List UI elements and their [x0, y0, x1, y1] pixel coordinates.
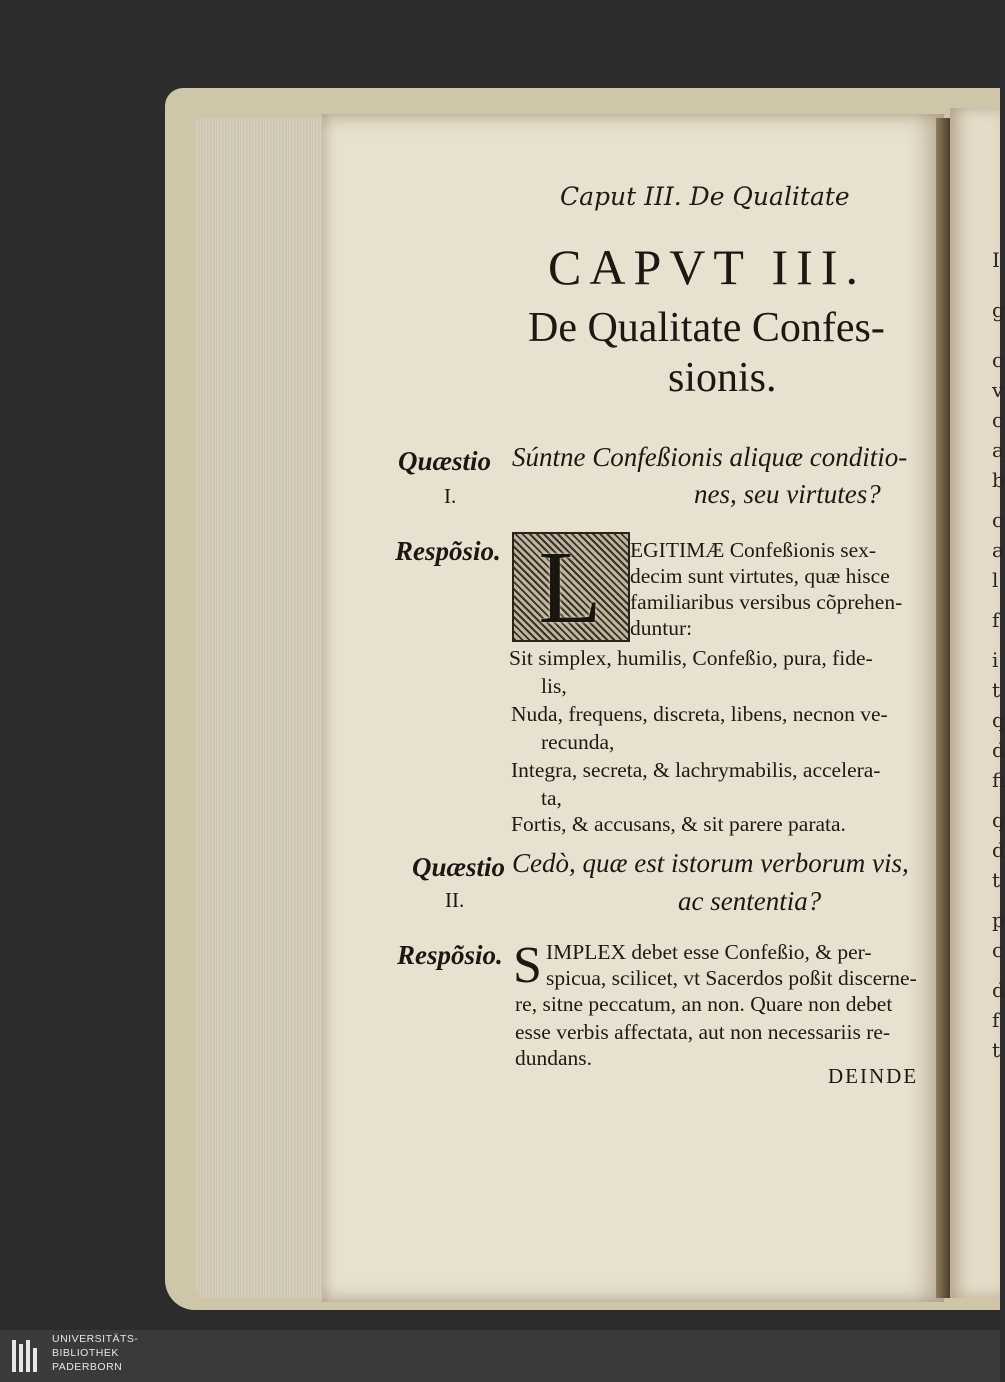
facing-page-letter: t [992, 1038, 1001, 1062]
question-number: I. [444, 484, 457, 508]
question-text-line: Cedò, quæ est istorum verborum vis, [512, 848, 909, 878]
decorated-initial-letter: L [538, 530, 602, 645]
facing-page-letter: c [992, 348, 1004, 372]
verse-line: ta, [541, 786, 562, 810]
facing-page-letter: l [992, 568, 999, 592]
response-text-line: spicua, scilicet, vt Sacerdos poßit discerne- [546, 966, 917, 990]
book-gutter [936, 118, 950, 1298]
response-text-line: EGITIMÆ Confeßionis sex- [630, 538, 877, 562]
facing-page-letter: f [992, 608, 1000, 632]
facing-page-letter: fi [992, 768, 1005, 792]
logo-text-line: PADERBORN [52, 1361, 123, 1373]
verse-line: Nuda, frequens, discreta, libens, necnon ve- [511, 702, 888, 726]
facing-page-letter: I [992, 248, 1000, 272]
right-page-edge [950, 108, 1005, 1298]
facing-page-letter: d [992, 838, 1005, 862]
question-number: II. [445, 888, 465, 912]
footer-bar [0, 1330, 1000, 1382]
facing-page-letter: p [992, 908, 1005, 932]
facing-page-letter: a [992, 538, 1004, 562]
response-text-line: duntur: [630, 616, 693, 640]
facing-page-letter: g [992, 298, 1005, 322]
question-text-line: Súntne Confeßionis aliquæ conditio- [512, 442, 908, 472]
facing-page-letter: a [992, 438, 1004, 462]
response-text-line: dundans. [515, 1046, 593, 1070]
facing-page-letter: f [992, 1008, 1000, 1032]
logo-text-line: UNIVERSITÄTS- [52, 1333, 139, 1345]
verse-line: Sit simplex, humilis, Confeßio, pura, fide- [509, 646, 873, 670]
response-text-line: decim sunt virtutes, quæ hisce [630, 564, 890, 588]
question-label: Quæstio [398, 446, 492, 476]
logo-text-line: BIBLIOTHEK [52, 1347, 119, 1359]
verse-line: recunda, [541, 730, 615, 754]
verse-line: lis, [541, 674, 567, 698]
response-label: Respõsio. [397, 940, 503, 970]
facing-page-letter: d [992, 978, 1005, 1002]
initial-letter: S [513, 937, 542, 994]
facing-page-letter: c [992, 938, 1004, 962]
question-text-line: ac sententia? [678, 886, 822, 916]
facing-page-letter: b [992, 468, 1005, 492]
facing-page-letter: q [992, 708, 1005, 732]
facing-page-letter: v [992, 378, 1004, 402]
chapter-subtitle-line-2: sionis. [668, 355, 777, 401]
catchword: DEINDE [828, 1064, 919, 1088]
question-label: Quæstio [412, 852, 506, 882]
question-text-line: nes, seu virtutes? [694, 479, 881, 509]
response-text-line: familiaribus versibus cõprehen- [630, 590, 903, 614]
chapter-subtitle-line-1: De Qualitate Confes- [528, 305, 885, 351]
library-logo-icon [10, 1336, 44, 1376]
response-text-line: esse verbis affectata, aut non necessariis re- [515, 1020, 891, 1044]
verse-line: Fortis, & accusans, & sit parere parata. [511, 812, 846, 836]
response-text-line: re, sitne peccatum, an non. Quare non debet [515, 992, 893, 1016]
facing-page-letter: i [992, 648, 999, 672]
response-label: Respõsio. [395, 536, 501, 566]
page-edges [195, 118, 330, 1298]
facing-page-letter: c [992, 508, 1004, 532]
facing-page-letter: q [992, 808, 1005, 832]
chapter-title: CAPVT III. [548, 239, 866, 295]
facing-page-letter: d [992, 738, 1005, 762]
facing-page-letter: c [992, 408, 1004, 432]
facing-page-letter: t [992, 678, 1001, 702]
verse-line: Integra, secreta, & lachrymabilis, accelera- [511, 758, 881, 782]
running-head: Caput III. De Qualitate [560, 182, 850, 211]
response-text-line: IMPLEX debet esse Confeßio, & per- [546, 940, 872, 964]
facing-page-letter: t [992, 868, 1001, 892]
